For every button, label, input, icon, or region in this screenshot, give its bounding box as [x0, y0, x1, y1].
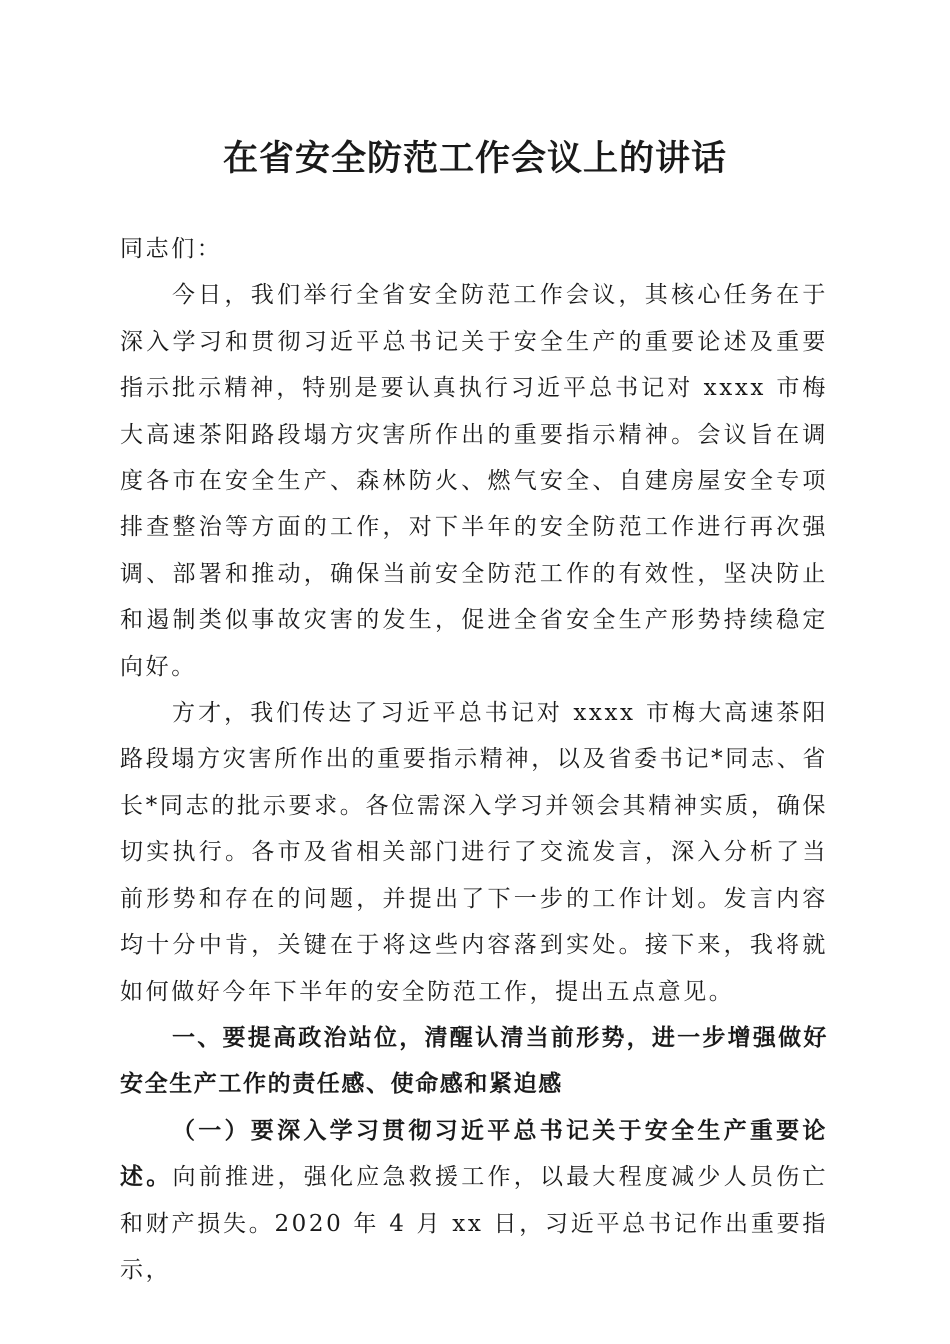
- document-body: [120, 226, 828, 1293]
- paragraph-1: 今日，我们举行全省安全防范工作会议，其核心任务在于深入学习和贯彻习近平总书记关于安全生产的重要论述及重要指示批示精神，特别是要认真执行习近平总书记对 xxxx 市梅大高速茶阳路段塌方灾害所作出的重要指示精神。会议旨在调度各市在安全生产、森林防火、燃气安全、自建房屋安全专项排查整治等方面的工作，对下半年的安全防范工作进行再次强调、部署和推动，确保当前安全防范工作的有效性，坚决防止和遏制类似事故灾害的发生，促进全省安全生产形势持续稳定向好。: [120, 282, 828, 680]
- salutation: 同志们：: [120, 236, 223, 262]
- subsection-text-1: 向前推进，强化应急救援工作，以最大程度减少人员伤亡和财产损失。2020 年 4 月 xx 日，习近平总书记作出重要指示，: [120, 1164, 829, 1283]
- subsection-heading-1: （一）要深入学习贯彻习近平总书记关于安全生产重要论述。: [120, 1117, 828, 1191]
- section-heading-1: 一、要提高政治站位，清醒认清当前形势，进一步增强做好安全生产工作的责任感、使命感和紧迫感: [120, 1024, 828, 1098]
- document-title: 在省安全防范工作会议上的讲话: [222, 138, 727, 179]
- paragraph-2: 方才，我们传达了习近平总书记对 xxxx 市梅大高速茶阳路段塌方灾害所作出的重要指示精神，以及省委书记*同志、省长*同志的批示要求。各位需深入学习并领会其精神实质，确保切实执行。各市及省相关部门进行了交流发言，深入分析了当前形势和存在的问题，并提出了下一步的工作计划。发言内容均十分中肯，关键在于将这些内容落到实处。接下来，我将就如何做好今年下半年的安全防范工作，提出五点意见。: [120, 700, 828, 1005]
- subsection-paragraph-1: [120, 1108, 828, 1294]
